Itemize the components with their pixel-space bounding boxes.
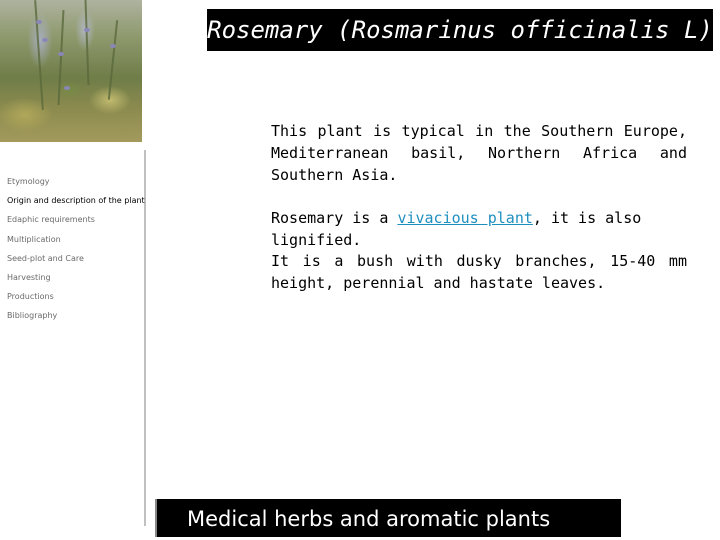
rosemary-photo	[0, 0, 142, 142]
paragraph-distribution: This plant is typical in the Southern Europe, Mediterranean basil, Northern Africa and Southern Asia.	[271, 122, 687, 184]
nav-item-productions[interactable]: Productions	[7, 292, 54, 301]
nav-item-origin-description[interactable]: Origin and description of the plant	[7, 196, 145, 205]
paragraph-plant-type-end: , it is also lignified.	[271, 209, 642, 249]
nav-item-etymology[interactable]: Etymology	[7, 177, 50, 186]
page-title	[207, 9, 713, 51]
paragraph-plant-type-start: Rosemary is a	[271, 209, 398, 227]
footer-divider	[155, 499, 157, 537]
nav-item-bibliography[interactable]: Bibliography	[7, 311, 58, 320]
paragraph-plant-type	[271, 207, 687, 251]
paragraph-description: It is a bush with dusky branches, 15-40 mm height, perennial and hastate leaves.	[271, 252, 687, 292]
footer-banner	[155, 499, 621, 537]
footer-text: Medical herbs and aromatic plants	[187, 507, 551, 531]
nav-item-edaphic-requirements[interactable]: Edaphic requirements	[7, 215, 95, 224]
page-title-text: Rosemary (Rosmarinus officinalis L)	[207, 16, 713, 44]
vivacious-plant-link[interactable]: vivacious plant	[397, 209, 533, 227]
nav-divider	[144, 150, 146, 526]
nav-item-seed-plot-care[interactable]: Seed-plot and Care	[7, 254, 84, 263]
nav-item-harvesting[interactable]: Harvesting	[7, 273, 51, 282]
nav-item-multiplication[interactable]: Multiplication	[7, 235, 61, 244]
